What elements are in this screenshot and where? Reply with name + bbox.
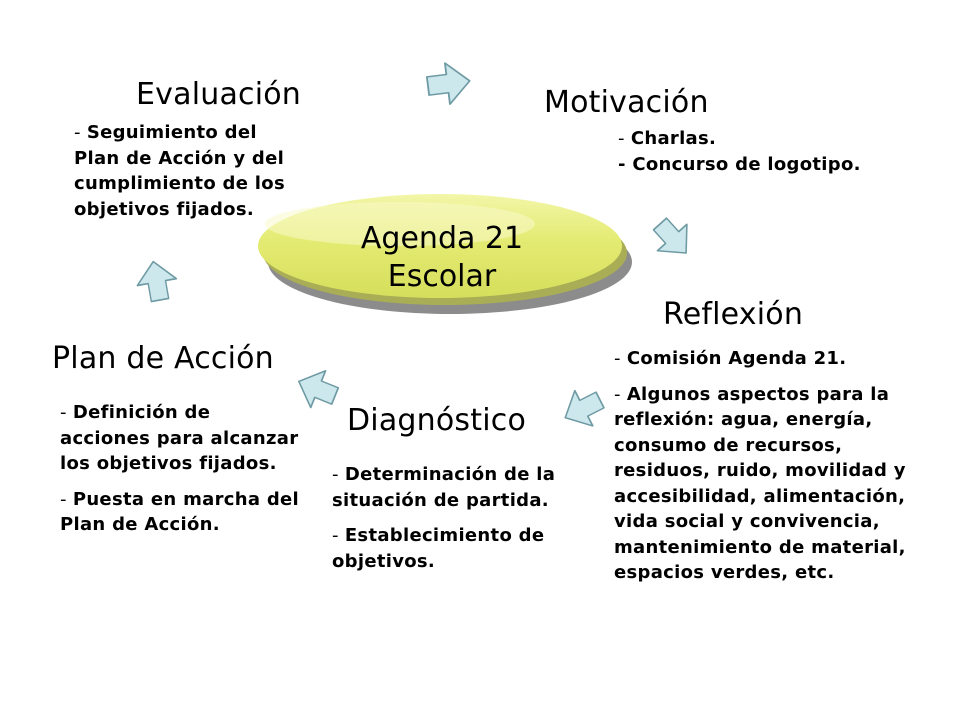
list-item: - Algunos aspectos para la reflexión: agua, energía, consumo de recursos, residuos, ruido, movilidad y accesibilidad, alimentación, vida social y convivencia, mantenimiento de material, espacios verdes, etc. (614, 383, 906, 583)
arrow-evaluacion-to-motivacion-icon (425, 60, 472, 106)
list-item: - Seguimiento del Plan de Acción y del cumplimiento de los objetivos fijados. (74, 122, 285, 220)
list-item: - Determinación de la situación de partida. (332, 464, 556, 511)
list-item: - Definición de acciones para alcanzar los objetivos fijados. (60, 402, 299, 474)
list-item: - Puesta en marcha del Plan de Acción. (60, 488, 300, 535)
center-label-line1: Agenda 21 (360, 221, 524, 256)
stage-items-motivacion (618, 126, 938, 183)
arrow-reflexion-to-diagnostico-icon (556, 382, 609, 435)
arrow-plan-to-evaluacion-icon (134, 258, 180, 303)
center-label-line2: Escolar (387, 259, 497, 294)
list-item: - Establecimiento de objetivos. (332, 525, 545, 572)
stage-items-evaluacion (74, 120, 304, 228)
stage-title-reflexion: Reflexión (663, 297, 804, 332)
center-label (336, 220, 548, 296)
list-item: - Concurso de logotipo. (618, 153, 861, 175)
list-item: - Charlas. (618, 128, 717, 149)
list-item: - Comisión Agenda 21. (614, 348, 847, 369)
arrow-motivacion-to-reflexion-icon (645, 211, 701, 266)
stage-items-reflexion (614, 346, 944, 592)
stage-title-plan: Plan de Acción (52, 341, 274, 376)
stage-title-motivacion: Motivación (544, 85, 709, 120)
stage-title-diagnostico: Diagnóstico (347, 403, 527, 438)
stage-items-plan (60, 400, 305, 544)
stage-items-diagnostico (332, 462, 582, 580)
stage-title-evaluacion: Evaluación (136, 77, 302, 112)
